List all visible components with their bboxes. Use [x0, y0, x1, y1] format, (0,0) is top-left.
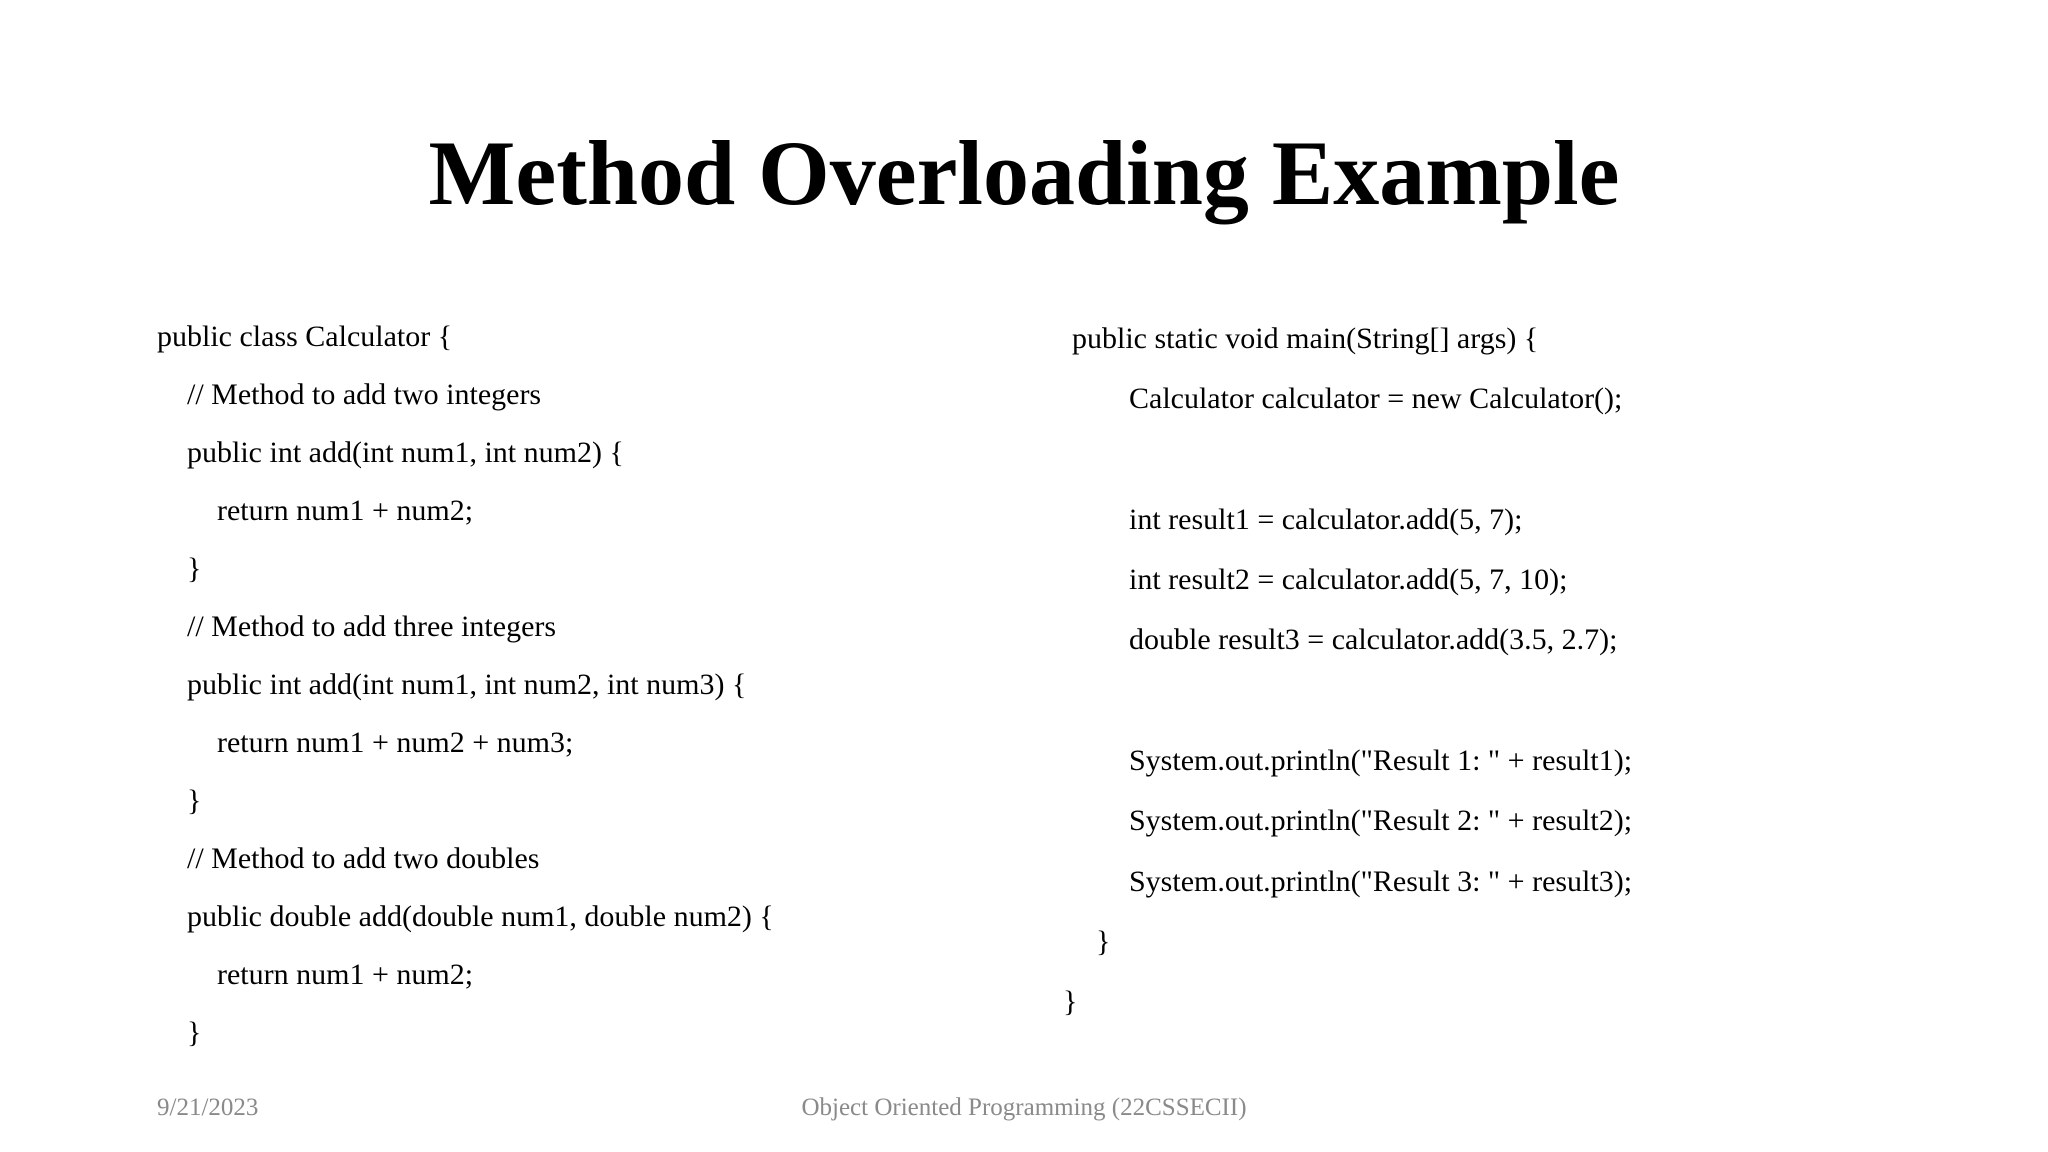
code-line: System.out.println("Result 1: " + result1); [1129, 744, 1633, 777]
code-line: Calculator calculator = new Calculator(); [1129, 382, 1623, 415]
code-line: int result1 = calculator.add(5, 7); [1129, 503, 1523, 536]
code-line: // Method to add two integers [187, 378, 542, 411]
code-line: public static void main(String[] args) { [1072, 322, 1539, 355]
main-method-code [1060, 318, 1960, 1038]
footer-course: Object Oriented Programming (22CSSECII) [801, 1094, 1247, 1121]
code-line: } [1063, 985, 1078, 1018]
calculator-class-code [157, 318, 1017, 1058]
code-line: public class Calculator { [157, 320, 453, 353]
code-line: return num1 + num2; [217, 958, 474, 991]
code-line: int result2 = calculator.add(5, 7, 10); [1129, 563, 1568, 596]
code-line: } [187, 552, 202, 585]
code-line: return num1 + num2; [217, 494, 474, 527]
code-line: // Method to add two doubles [187, 842, 540, 875]
code-line: System.out.println("Result 2: " + result2); [1129, 804, 1633, 837]
slide-title: Method Overloading Example [428, 122, 1620, 224]
code-line: System.out.println("Result 3: " + result3); [1129, 865, 1633, 898]
code-line: } [187, 784, 202, 817]
code-line: return num1 + num2 + num3; [217, 726, 574, 759]
footer-date: 9/21/2023 [157, 1094, 259, 1121]
code-line: public int add(int num1, int num2, int num3) { [187, 668, 747, 701]
code-line: } [187, 1016, 202, 1049]
code-line: public int add(int num1, int num2) { [187, 436, 624, 469]
code-line: public double add(double num1, double num2) { [187, 900, 774, 933]
code-line: } [1096, 925, 1111, 958]
code-line: double result3 = calculator.add(3.5, 2.7); [1129, 623, 1618, 656]
code-line: // Method to add three integers [187, 610, 557, 643]
